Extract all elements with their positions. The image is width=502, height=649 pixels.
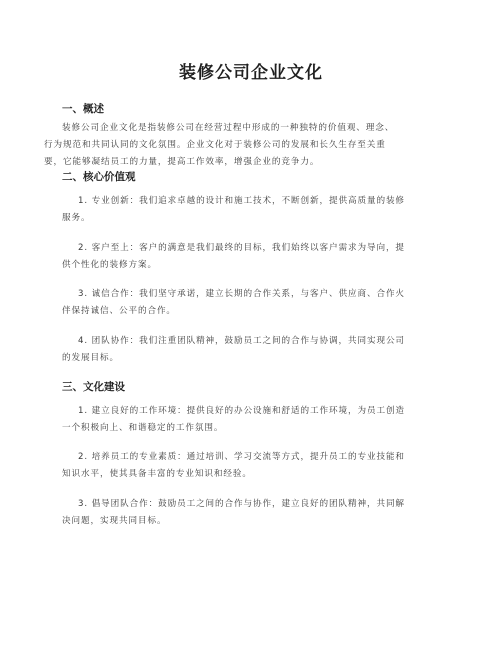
- culture-item-1: [62, 403, 405, 437]
- core-value-item-3: [62, 286, 405, 320]
- paragraph-line: 服务。: [62, 213, 91, 223]
- core-value-item-4: [62, 333, 405, 367]
- paragraph-line: 3. 倡导团队合作：鼓励员工之间的合作与协作，建立良好的团队精神，共同解: [78, 499, 405, 509]
- section-heading-culture-building: 三、文化建设: [62, 381, 125, 393]
- paragraph-line: 4. 团队协作：我们注重团队精神，鼓励员工之间的合作与协调，共同实现公司: [78, 336, 405, 346]
- paragraph-line: 的发展目标。: [62, 353, 119, 363]
- paragraph-line: 伴保持诚信、公平的合作。: [62, 306, 176, 316]
- paragraph-line: 2. 客户至上：客户的满意是我们最终的目标，我们始终以客户需求为导向，提: [78, 243, 405, 253]
- paragraph-line: 2. 培养员工的专业素质：通过培训、学习交流等方式，提升员工的专业技能和: [78, 452, 405, 462]
- paragraph-line: 3. 诚信合作：我们坚守承诺，建立长期的合作关系，与客户、供应商、合作火: [78, 289, 405, 299]
- core-value-item-1: [62, 193, 405, 227]
- paragraph-line: 一个积极向上、和谐稳定的工作氛围。: [62, 423, 224, 433]
- paragraph-line: 决问题，实现共同目标。: [62, 516, 167, 526]
- paragraph-line: 行为规范和共同认同的文化氛围。企业文化对于装修公司的发展和长久生存至关重: [44, 140, 386, 150]
- paragraph-line: 要，它能够凝结员工的力量，提高工作效率，增强企业的竞争力。: [44, 157, 320, 167]
- section-heading-overview: 一、概述: [62, 103, 104, 115]
- document-title: 装修公司企业文化: [179, 63, 323, 83]
- paragraph-line: 知识水平，使其具备丰富的专业知识和经验。: [62, 469, 252, 479]
- paragraph-line: 供个性化的装修方案。: [62, 260, 157, 270]
- section-heading-core-values: 二、核心价值观: [62, 171, 136, 183]
- paragraph-line: 1. 建立良好的工作环境：提供良好的办公设施和舒适的工作环境，为员工创造: [78, 406, 405, 416]
- culture-item-3: [62, 496, 405, 530]
- culture-item-2: [62, 449, 405, 483]
- paragraph-line: 装修公司企业文化是指装修公司在经营过程中形成的一种独特的价值观、理念、: [62, 123, 395, 133]
- overview-paragraph: [44, 120, 394, 171]
- paragraph-line: 1. 专业创新：我们追求卓越的设计和施工技术，不断创新，提供高质量的装修: [78, 196, 405, 206]
- core-value-item-2: [62, 240, 405, 274]
